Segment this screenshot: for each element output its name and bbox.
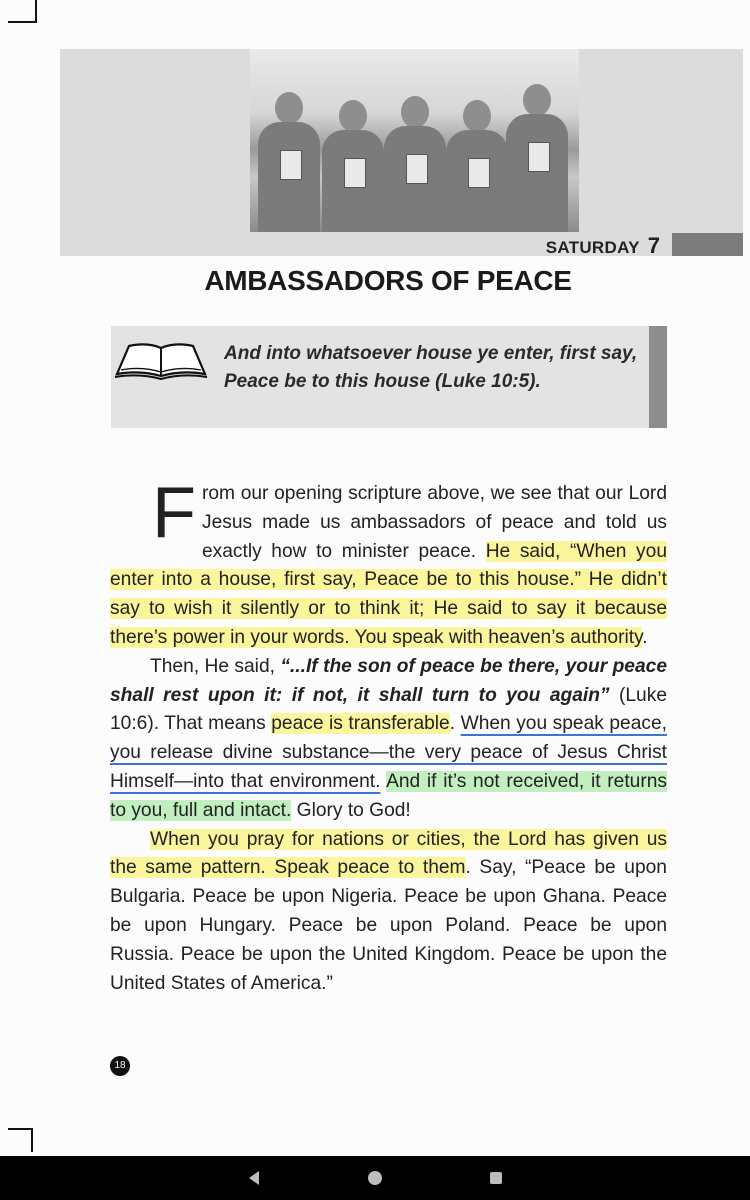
highlight: He said, “When you enter into a house, first say, Peace be to this house.” He didn’t say to wish it silently or to think it; He said to say it because there’s power in your words. You speak with heaven’s authority: [110, 540, 667, 648]
back-icon[interactable]: [244, 1168, 264, 1188]
day-bar: [672, 233, 743, 256]
text: (Luke 10:6). That means: [110, 684, 667, 735]
text: .: [642, 626, 648, 648]
drop-cap: F: [152, 473, 196, 553]
article-body: [110, 473, 667, 998]
home-icon[interactable]: [365, 1168, 385, 1188]
text: .: [449, 713, 461, 735]
person: [384, 96, 446, 232]
recents-icon[interactable]: [486, 1168, 506, 1188]
page-number: 18: [110, 1056, 130, 1076]
person: [322, 100, 384, 232]
group-photo: [250, 49, 579, 232]
highlight-green: And if it’s not received, it returns to you, full and intact.: [110, 770, 667, 821]
scripture-quote: “...If the son of peace be there, your peace shall rest upon it: if not, it shall turn to you again”: [110, 655, 667, 706]
highlight: peace is transferable: [271, 713, 450, 735]
person: [506, 84, 568, 232]
crop-mark-bottom-left-h: [8, 1128, 32, 1130]
person: [258, 92, 320, 232]
text: Glory to God!: [291, 799, 411, 821]
text: Then, He said,: [150, 655, 281, 677]
navigation-bar: [0, 1156, 750, 1200]
page-title: AMBASSADORS OF PEACE: [204, 265, 572, 296]
crop-mark-bottom-left-v: [31, 1128, 33, 1152]
text: . Say, “Peace be upon Bulgaria. Peace be upon Nigeria. Peace be upon Ghana. Peace be upon Hungary. Peace be upon Poland. Peace be upon Russia. Peace be upon the United Kingdom. Peace be upon the United States of America.”: [110, 857, 667, 994]
paragraph-1: [110, 473, 667, 653]
day-number: 7: [647, 233, 660, 258]
scripture-box-edge: [649, 326, 667, 428]
day-header: [480, 233, 660, 261]
highlight: When you pray for nations or cities, the Lord has given us the same pattern. Speak peace to them: [110, 828, 667, 879]
text: rom our opening scripture above, we see that our Lord Jesus made us ambassadors of peace and told us exactly how to minister peace.: [201, 483, 667, 562]
crop-mark-top-left-h: [8, 21, 37, 23]
open-book-icon: [113, 336, 209, 380]
crop-mark-top-left-v: [35, 0, 37, 22]
underline-annotation: When you speak peace, you release divine substance—the very peace of Jesus Christ Himself—into that environment.: [110, 713, 667, 792]
paragraph-3: [110, 826, 667, 999]
person: [446, 100, 508, 232]
day-label: SATURDAY: [545, 238, 640, 257]
paragraph-2: [110, 653, 667, 826]
scripture-text: And into whatsoever house ye enter, first say, Peace be to this house (Luke 10:5).: [224, 343, 638, 392]
